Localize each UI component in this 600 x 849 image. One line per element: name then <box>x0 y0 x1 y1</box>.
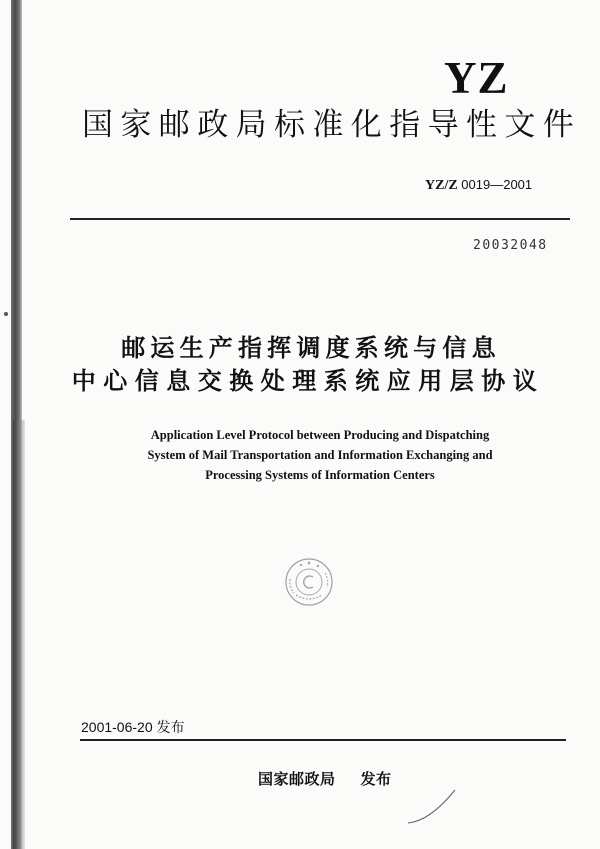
scan-speck <box>4 312 8 316</box>
issuer-title: 国家邮政局标准化指导性文件 <box>82 107 582 143</box>
english-title-line-3: Processing Systems of Information Centers <box>205 468 435 482</box>
library-seal-icon <box>284 557 334 607</box>
chinese-title <box>0 332 600 398</box>
english-title-line-2: System of Mail Transportation and Information Exchanging and <box>147 448 493 462</box>
standard-number-code: 0019—2001 <box>457 177 533 192</box>
scan-binding-shadow-lower <box>13 420 25 849</box>
release-date: 2001-06-20 发布 <box>81 719 185 735</box>
pen-stroke-mark <box>400 785 470 830</box>
publisher-action: 发布 <box>360 770 392 788</box>
standard-number <box>425 178 532 193</box>
standard-number-prefix: YZ/Z <box>425 178 458 193</box>
header-divider <box>70 218 570 220</box>
english-title-line-1: Application Level Protocol between Producing and Dispatching <box>150 428 490 442</box>
publisher-line <box>258 772 392 787</box>
catalog-number-stamp: 20032048 <box>473 238 548 253</box>
standard-logo: YZ <box>444 53 509 103</box>
publisher-name: 国家邮政局 <box>258 770 336 788</box>
english-title <box>100 425 540 485</box>
chinese-title-line-1: 邮运生产指挥调度系统与信息 <box>121 334 501 362</box>
chinese-title-line-2: 中心信息交换处理系统应用层协议 <box>71 367 545 395</box>
footer-divider <box>80 739 566 741</box>
